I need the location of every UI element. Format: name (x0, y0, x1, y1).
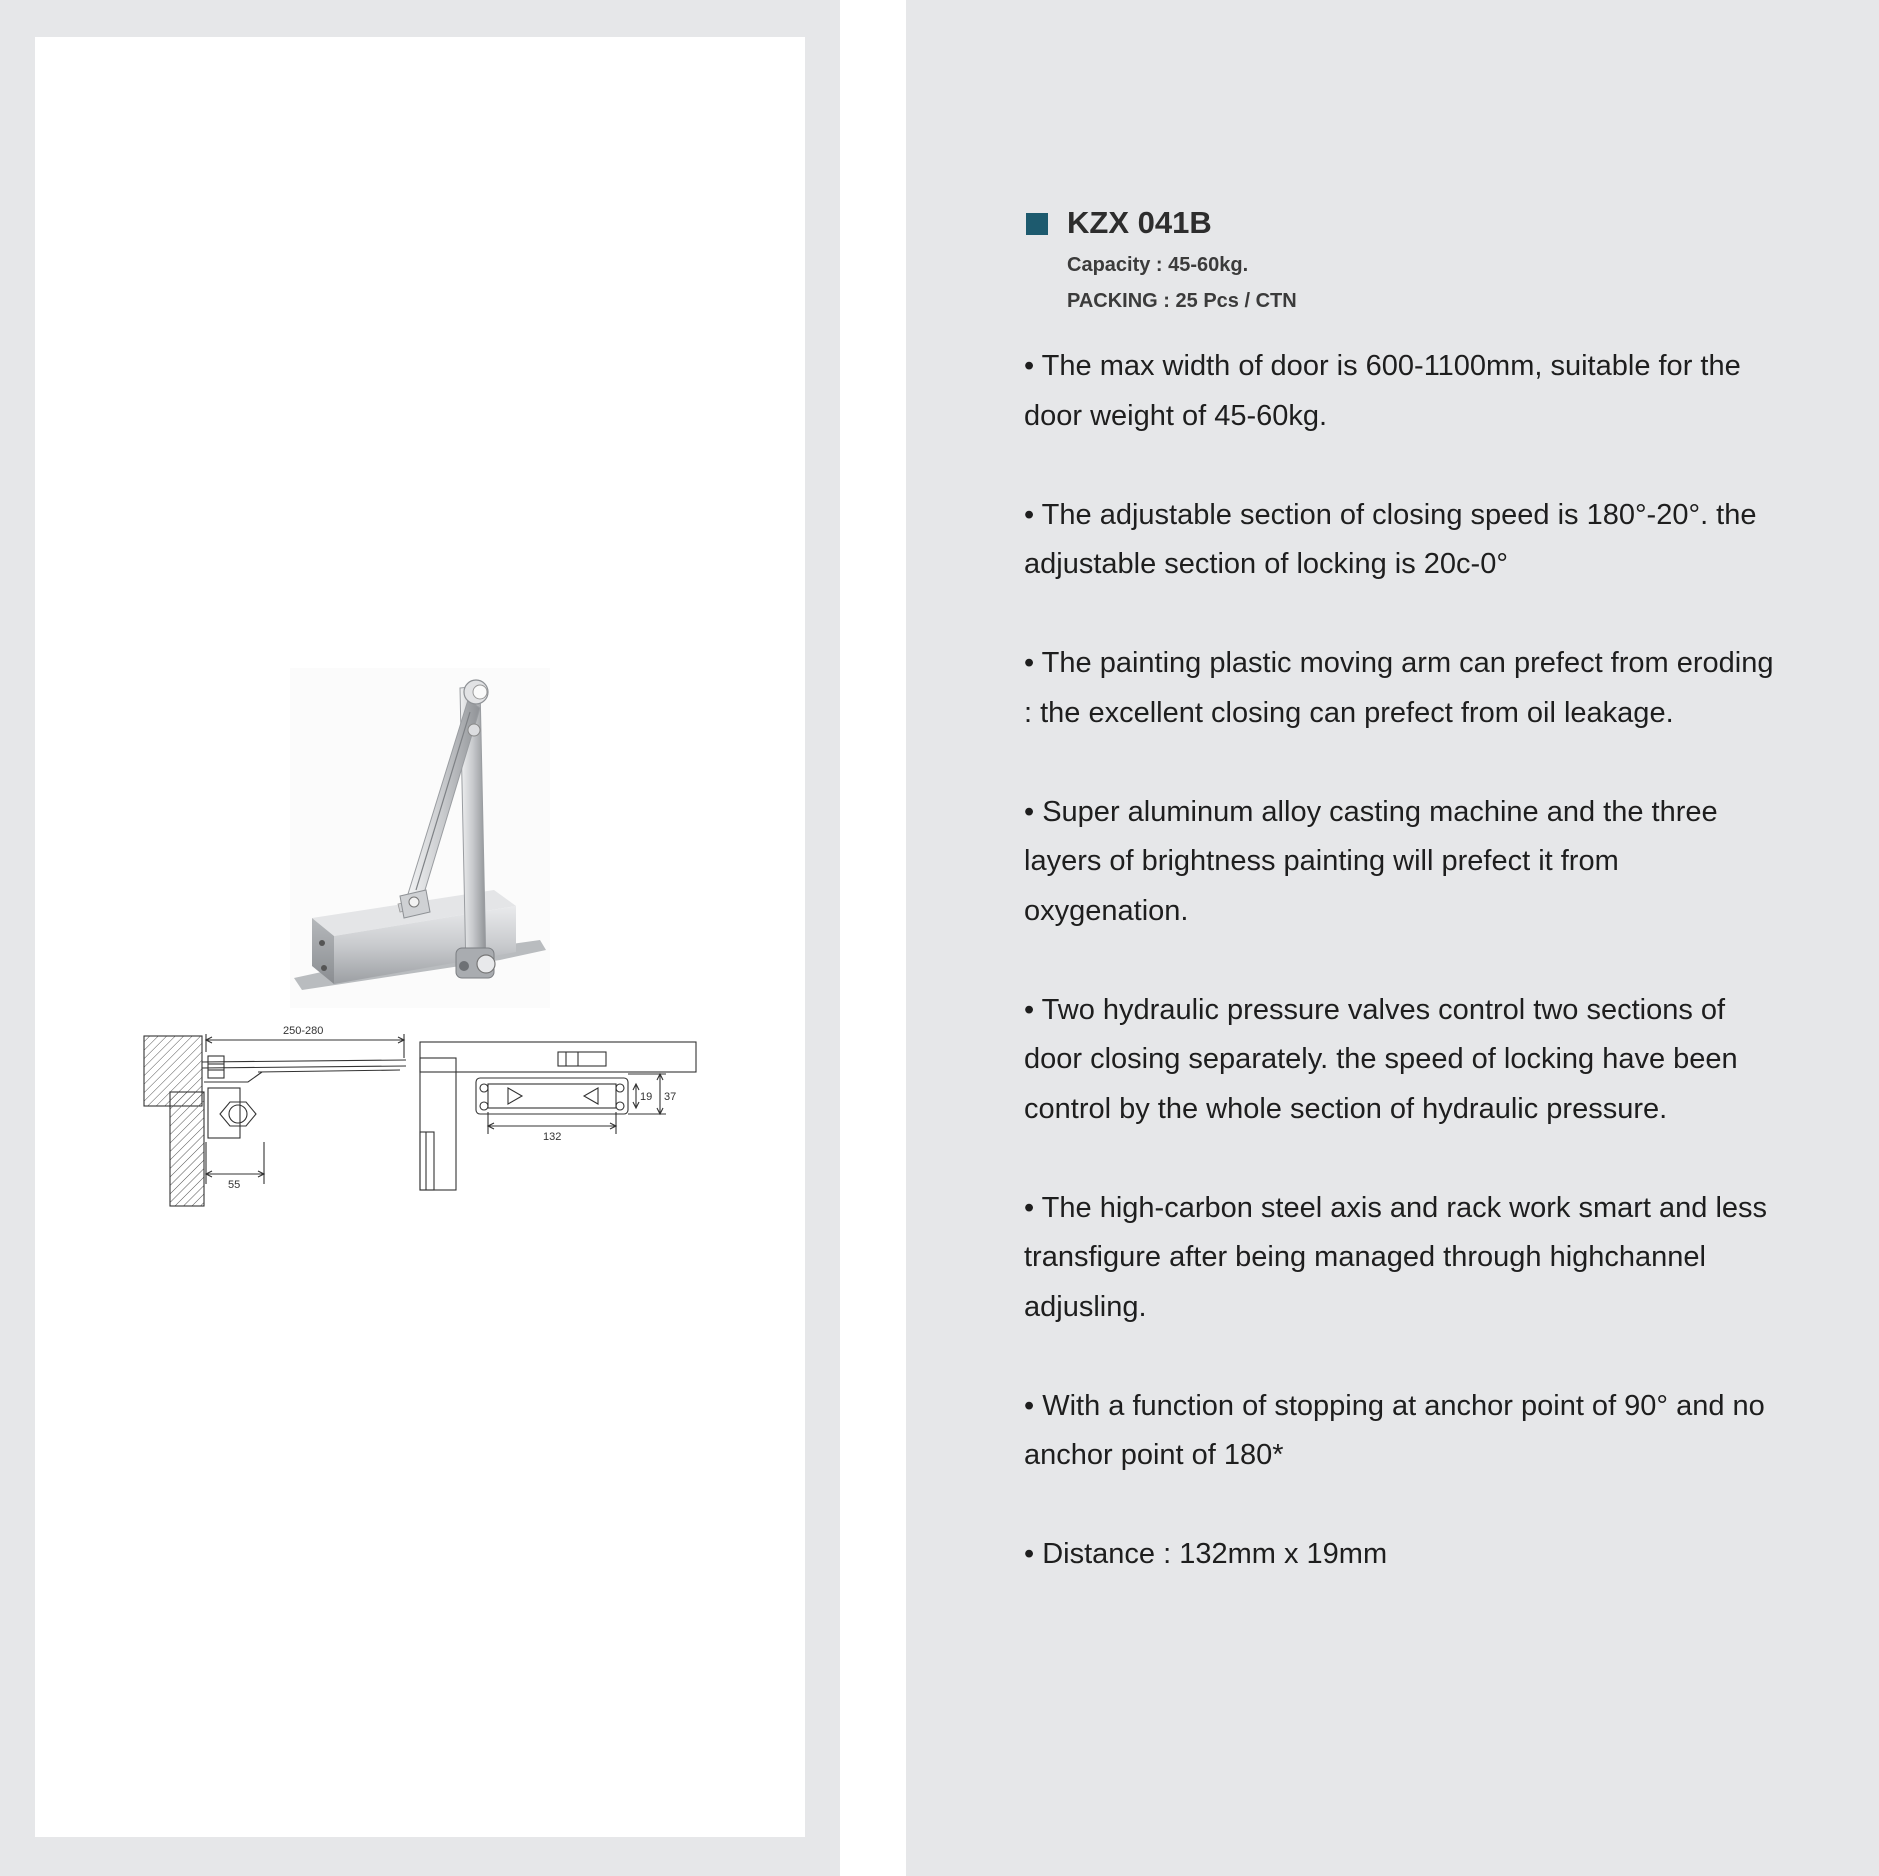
dim-arm-length-label: 250-280 (283, 1025, 324, 1037)
packing-text: PACKING : 25 Pcs / CTN (1067, 290, 1297, 312)
feature-item: • With a function of stopping at anchor point of 90° and no anchor point of 180* (1024, 1389, 1765, 1471)
feature-item: • The max width of door is 600-1100mm, suitable for the door weight of 45-60kg. (1024, 350, 1741, 432)
feature-item: • The adjustable section of closing speed is 180°-20°. the adjustable section of locking is 20c-0° (1024, 498, 1757, 580)
feature-item: • Distance : 132mm x 19mm (1024, 1538, 1388, 1570)
dim-total-height-label: 37 (664, 1091, 677, 1103)
feature-item: • The high-carbon steel axis and rack work smart and less transfigure after being managed through highchannel adjusling. (1024, 1191, 1768, 1323)
feature-item: • Two hydraulic pressure valves control two sections of door closing separately. the speed of locking have been control by the whole section of hydraulic pressure. (1024, 993, 1738, 1125)
dim-body-height-label: 19 (640, 1091, 653, 1103)
feature-list (1024, 342, 1784, 1580)
feature-item: • Super aluminum alloy casting machine and the three layers of brightness painting will prefect it from oxygenation. (1024, 795, 1718, 927)
model-title: KZX 041B (1067, 205, 1212, 240)
square-bullet-icon (1026, 213, 1048, 235)
feature-item: • The painting plastic moving arm can prefect from eroding : the excellent closing can prefect from oil leakage. (1024, 647, 1774, 729)
door-closer-illustration (290, 668, 550, 1008)
dim-offset-label: 55 (228, 1179, 241, 1191)
capacity-text: Capacity : 45-60kg. (1067, 254, 1249, 276)
dim-body-length-label: 132 (543, 1131, 562, 1143)
divider-strip (840, 0, 906, 1876)
technical-drawing-illustration (138, 1022, 702, 1208)
